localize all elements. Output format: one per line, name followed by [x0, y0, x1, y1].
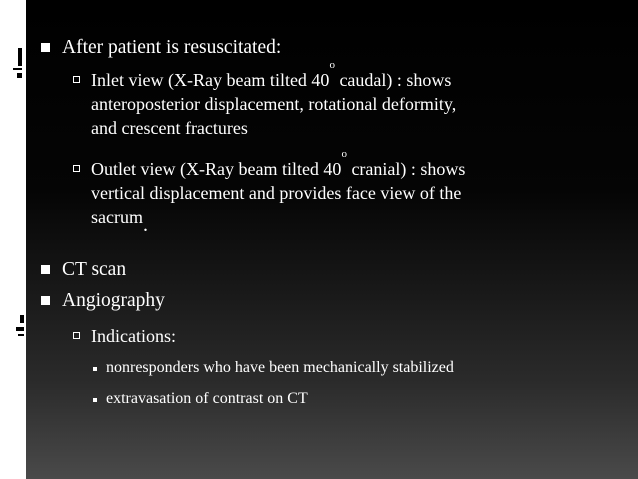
subbullet-inlet-view: Inlet view (X-Ray beam tilted 40$^o$ caudal) : shows	[91, 59, 452, 90]
strip-mark	[13, 68, 22, 70]
hollow-bullet-icon	[73, 165, 80, 172]
left-decorative-strip	[0, 0, 26, 479]
subbullet-outlet-view-line2: vertical displacement and provides face view of the	[91, 183, 462, 203]
bullet-angiography: Angiography	[62, 290, 165, 311]
subbullet-indications: Indications:	[91, 326, 176, 346]
square-bullet-icon	[41, 296, 50, 305]
strip-mark	[18, 48, 22, 66]
bullet-resuscitated: After patient is resuscitated:	[62, 37, 282, 58]
strip-mark	[17, 73, 22, 78]
indication-nonresponders: nonresponders who have been mechanically stabilized	[106, 359, 454, 376]
subbullet-outlet-view: Outlet view (X-Ray beam tilted 40$^o$ cranial) : shows	[91, 148, 466, 179]
hollow-bullet-icon	[73, 76, 80, 83]
square-bullet-icon	[41, 43, 50, 52]
strip-mark	[18, 334, 24, 336]
square-bullet-icon	[41, 265, 50, 274]
indication-extravasation: extravasation of contrast on CT	[106, 390, 308, 407]
small-bullet-icon	[93, 398, 97, 402]
hollow-bullet-icon	[73, 332, 80, 339]
bullet-ct-scan: CT scan	[62, 259, 127, 280]
small-bullet-icon	[93, 367, 97, 371]
subbullet-inlet-view-line3: and crescent fractures	[91, 118, 248, 138]
subbullet-inlet-view-line2: anteroposterior displacement, rotational deformity,	[91, 94, 457, 114]
strip-mark	[16, 327, 24, 331]
subbullet-outlet-view-line3: sacrum.	[91, 207, 148, 236]
strip-mark	[20, 315, 24, 323]
